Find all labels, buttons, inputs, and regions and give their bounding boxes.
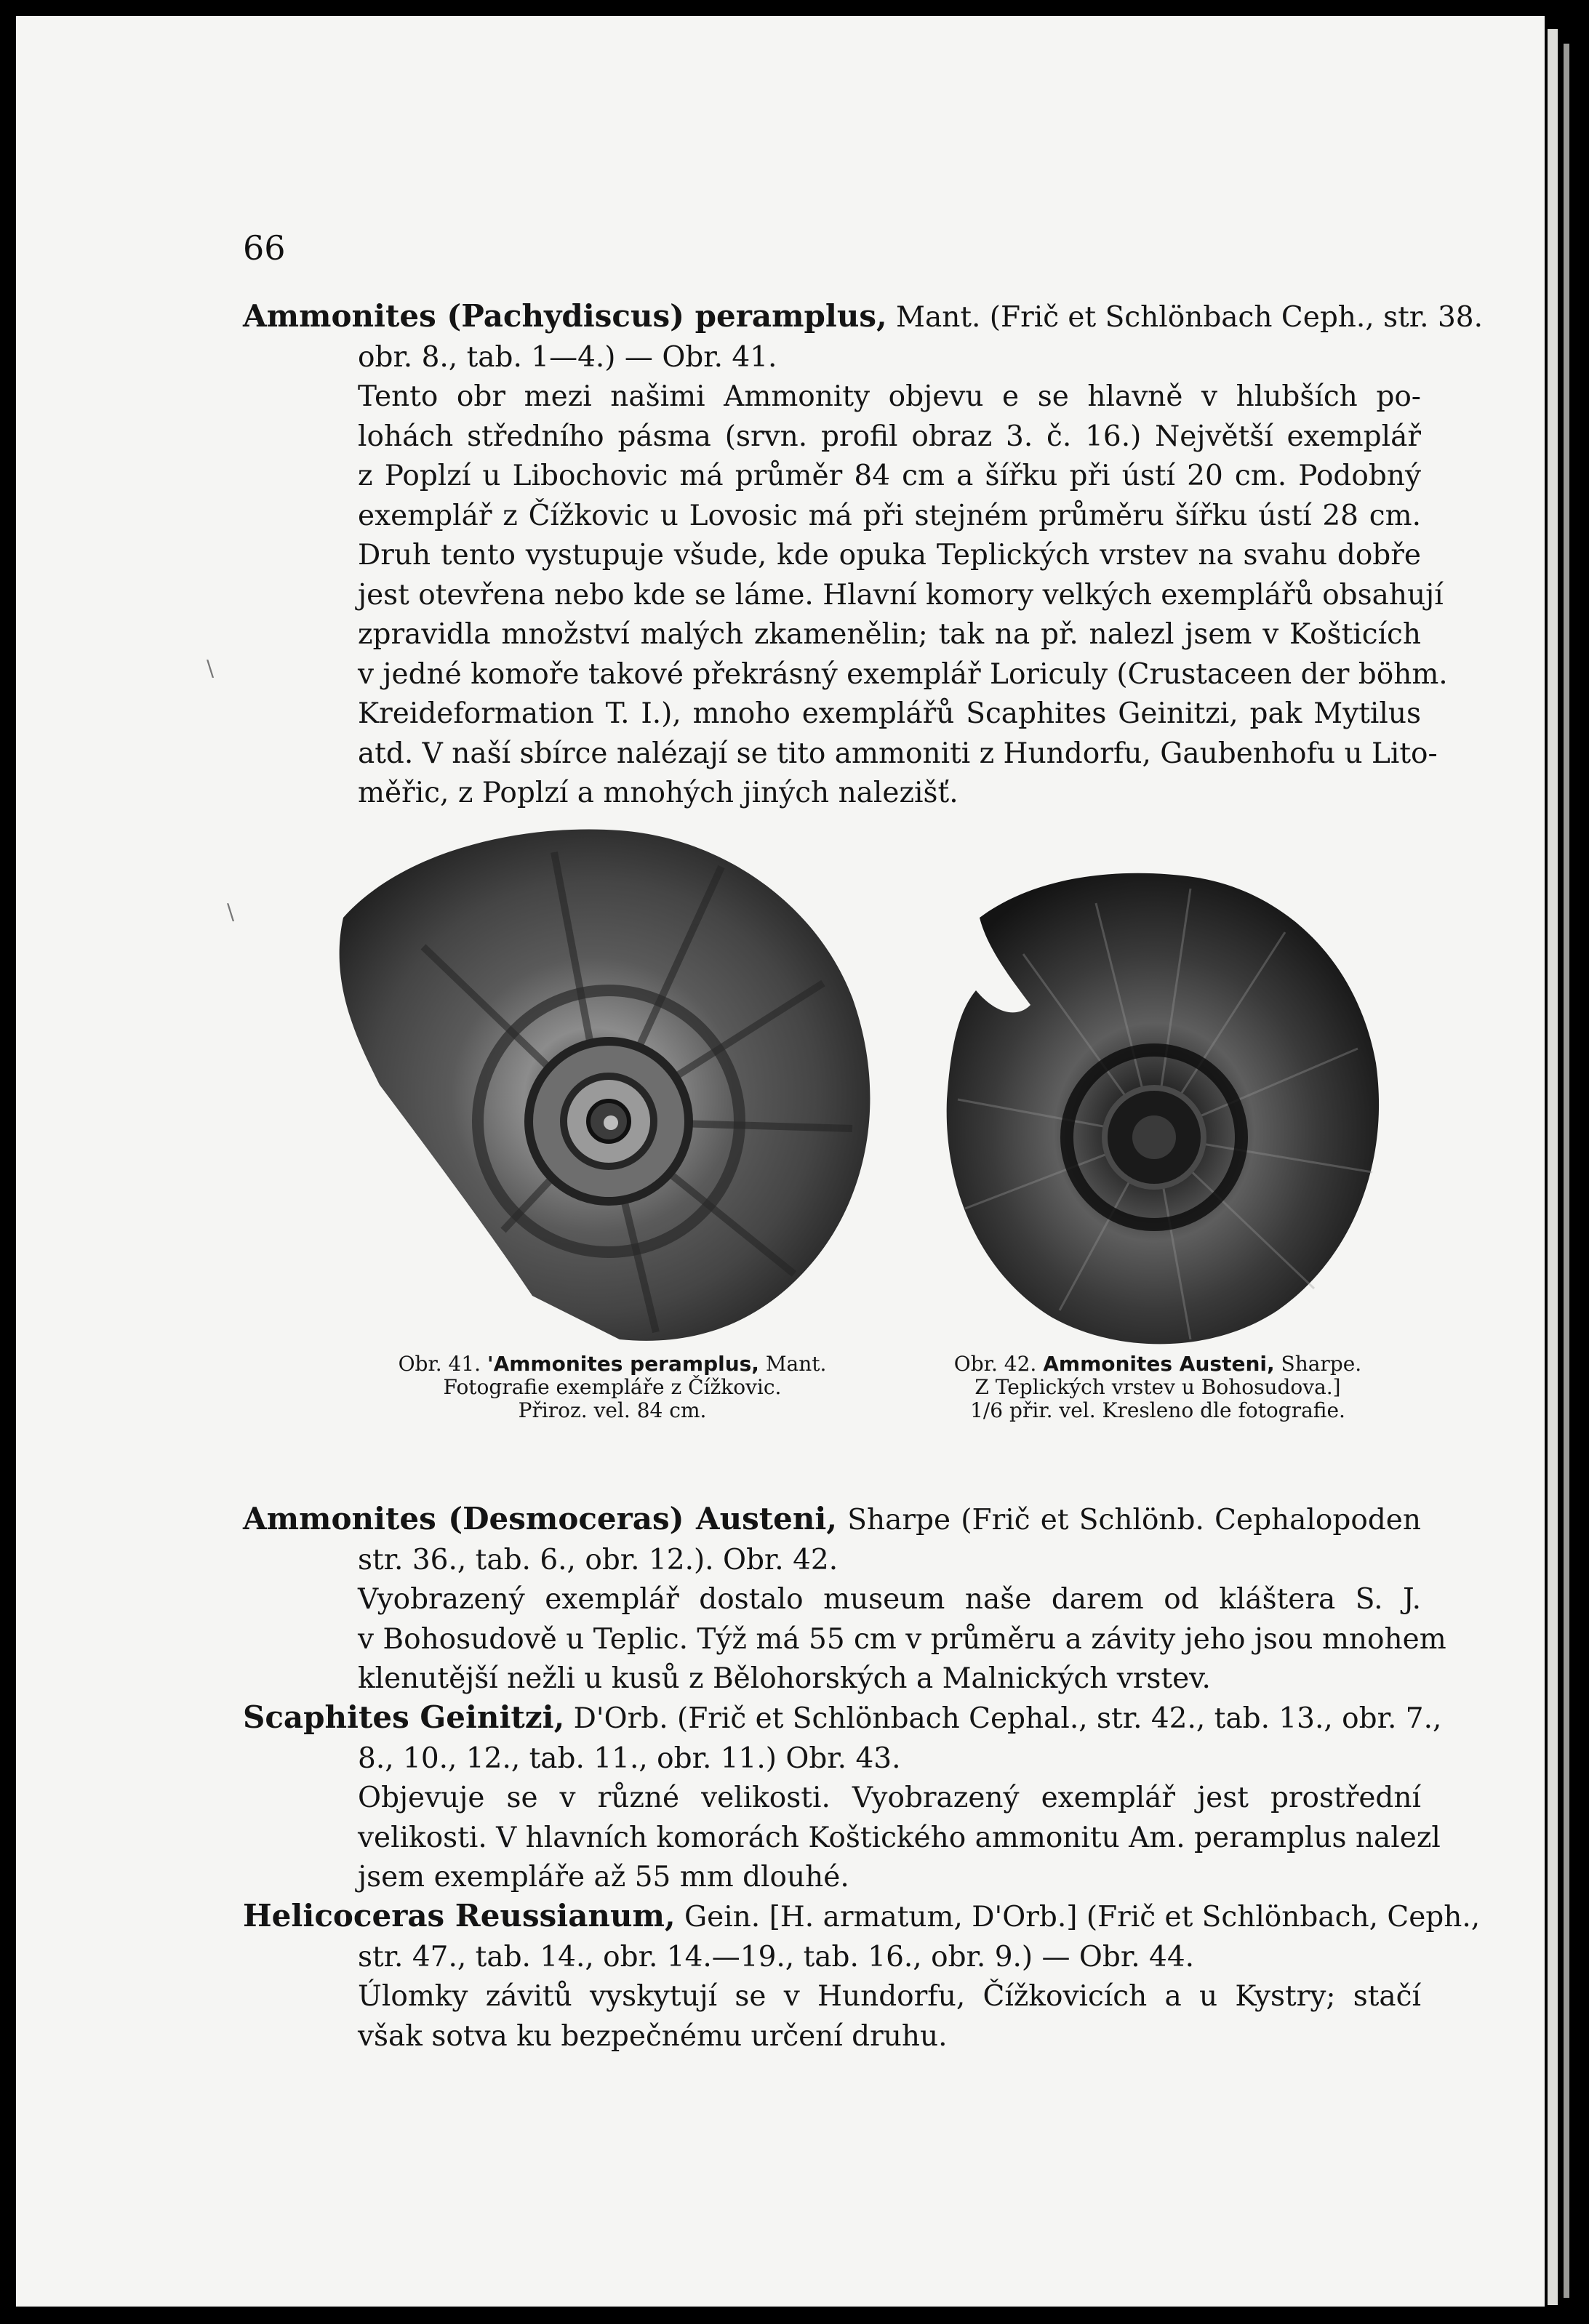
entry-line: exemplář z Čížkovic u Lovosic má při stejném průměru šířku ústí 28 cm. — [358, 499, 1421, 532]
entry-line: klenutější nežli u kusů z Bělohorských a Malnických vrstev. — [358, 1662, 1211, 1695]
entry-line: Ammonites (Pachydiscus) peramplus, Mant. (Frič et Schlönbach Ceph., str. 38. — [243, 298, 1483, 334]
figure-41-caption: Obr. 41. 'Ammonites peramplus, Mant. Fotografie exempláře z Čížkovic. Přiroz. vel. 84 cm. — [398, 1352, 827, 1422]
entry-line: obr. 8., tab. 1—4.) — Obr. 41. — [358, 340, 777, 374]
entry-line: Vyobrazený exemplář dostalo museum naše darem od kláštera S. J. — [358, 1583, 1421, 1616]
entry-line: z Poplzí u Libochovic má průměr 84 cm a šířku při ústí 20 cm. Podobný — [358, 460, 1421, 492]
entry-line: 8., 10., 12., tab. 11., obr. 11.) Obr. 43. — [358, 1742, 901, 1775]
species-heading: Ammonites (Desmoceras) Austeni, — [243, 1501, 837, 1536]
scanned-page — [16, 16, 1545, 2307]
entry-line: Úlomky závitů vyskytují se v Hundorfu, Čížkovicích a u Kystry; stačí — [358, 1980, 1421, 2013]
entry-line: str. 47., tab. 14., obr. 14.—19., tab. 16., obr. 9.) — Obr. 44. — [358, 1940, 1195, 1974]
entry-line: lohách středního pásma (srvn. profil obraz 3. č. 16.) Největší exemplář — [358, 420, 1421, 453]
entry-ammonites-austeni — [243, 1499, 1446, 1699]
entry-line: však sotva ku bezpečnému určení druhu. — [358, 2019, 948, 2053]
entry-line: v Bohosudově u Teplic. Týž má 55 cm v průměru a závity jeho jsou mnohem — [358, 1622, 1446, 1656]
page-edge-shadow — [1564, 44, 1569, 2298]
ammonite-austeni-drawing — [936, 867, 1387, 1354]
entry-line: Objevuje se v různé velikosti. Vyobrazený exemplář jest prostřední — [358, 1782, 1421, 1814]
entry-helicoceras-reussianum — [243, 1896, 1481, 2056]
species-heading: Scaphites Geinitzi, — [243, 1699, 565, 1735]
entry-line: Helicoceras Reussianum, Gein. [H. armatum, D'Orb.] (Frič et Schlönbach, Ceph., — [243, 1898, 1481, 1934]
entry-line: Scaphites Geinitzi, D'Orb. (Frič et Schlönbach Cephal., str. 42., tab. 13., obr. 7., — [243, 1699, 1442, 1735]
entry-line: jest otevřena nebo kde se láme. Hlavní komory velkých exemplářů obsahují — [358, 578, 1444, 612]
entry-line: velikosti. V hlavních komorách Koštického ammonitu Am. peramplus nalezl — [358, 1821, 1441, 1854]
entry-line: měřic, z Poplzí a mnohých jiných nalezišť. — [358, 777, 958, 809]
entry-line: Kreideformation T. I.), mnoho exemplářů Scaphites Geinitzi, pak Mytilus — [358, 697, 1421, 730]
ammonite-peramplus-photo — [314, 823, 881, 1347]
scan-mark: \ — [227, 899, 235, 925]
entry-line: Druh tento vystupuje všude, kde opuka Teplických vrstev na svahu dobře — [358, 539, 1421, 572]
species-heading: Helicoceras Reussianum, — [243, 1898, 676, 1934]
page-edge — [1548, 29, 1558, 2305]
entry-line: str. 36., tab. 6., obr. 12.). Obr. 42. — [358, 1543, 838, 1576]
entry-scaphites-geinitzi — [243, 1698, 1442, 1898]
page-number: 66 — [243, 228, 286, 268]
figure-42-caption: Obr. 42. Ammonites Austeni, Sharpe. Z Teplických vrstev u Bohosudova.] 1/6 přir. vel. Kresleno dle fotografie. — [953, 1352, 1362, 1422]
entry-line: Tento obr mezi našimi Ammonity objevu e se hlavně v hlubších po- — [358, 380, 1421, 413]
entry-line: jsem exempláře až 55 mm dlouhé. — [358, 1861, 849, 1894]
entry-line: v jedné komoře takové překrásný exemplář Loriculy (Crustaceen der böhm. — [358, 657, 1448, 691]
entry-ammonites-peramplus — [243, 297, 1483, 814]
entry-line: Ammonites (Desmoceras) Austeni, Sharpe (Frič et Schlönb. Cephalopoden — [243, 1501, 1421, 1536]
species-heading: Ammonites (Pachydiscus) peramplus, — [243, 298, 887, 334]
entry-line: zpravidla množství malých zkamenělin; tak na př. nalezl jsem v Košticích — [358, 618, 1421, 651]
scan-mark: \ — [207, 656, 215, 681]
entry-line: atd. V naší sbírce nalézají se tito ammoniti z Hundorfu, Gaubenhofu u Lito- — [358, 737, 1438, 770]
